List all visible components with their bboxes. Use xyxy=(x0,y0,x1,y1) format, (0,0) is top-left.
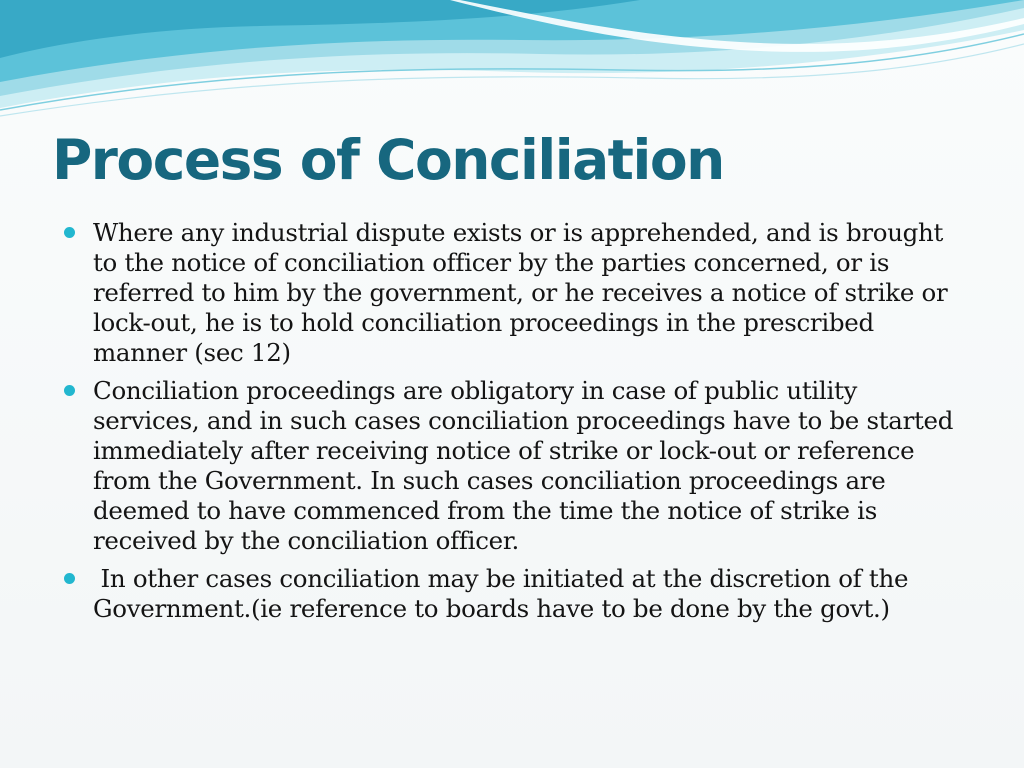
header-wave-decoration xyxy=(0,0,1024,120)
bullet-text: Conciliation proceedings are obligatory in case of public utility services, and in such cases conciliation proceedings have to be started immediately after receiving notice of strike or lock-out or reference from the Government. In such cases conciliation proceedings are deemed to have commenced from the time the notice of strike is received by the conciliation officer. xyxy=(93,376,954,555)
bullet-text: Where any industrial dispute exists or is apprehended, and is brought to the notice of conciliation officer by the parties concerned, or is referred to him by the government, or he receives a notice of strike or lock-out, he is to hold conciliation proceedings in the prescribed manner (sec 12) xyxy=(93,218,948,367)
slide-title: Process of Conciliation xyxy=(52,128,724,192)
circle-bullet-icon xyxy=(64,227,75,238)
circle-bullet-icon xyxy=(64,573,75,584)
bullet-text: In other cases conciliation may be initiated at the discretion of the Government.(ie reference to boards have to be done by the govt.) xyxy=(93,564,916,623)
bullet-item xyxy=(60,376,965,556)
circle-bullet-icon xyxy=(64,385,75,396)
bullet-item xyxy=(60,218,965,368)
bullet-item xyxy=(60,564,965,624)
bullet-list xyxy=(60,218,965,632)
